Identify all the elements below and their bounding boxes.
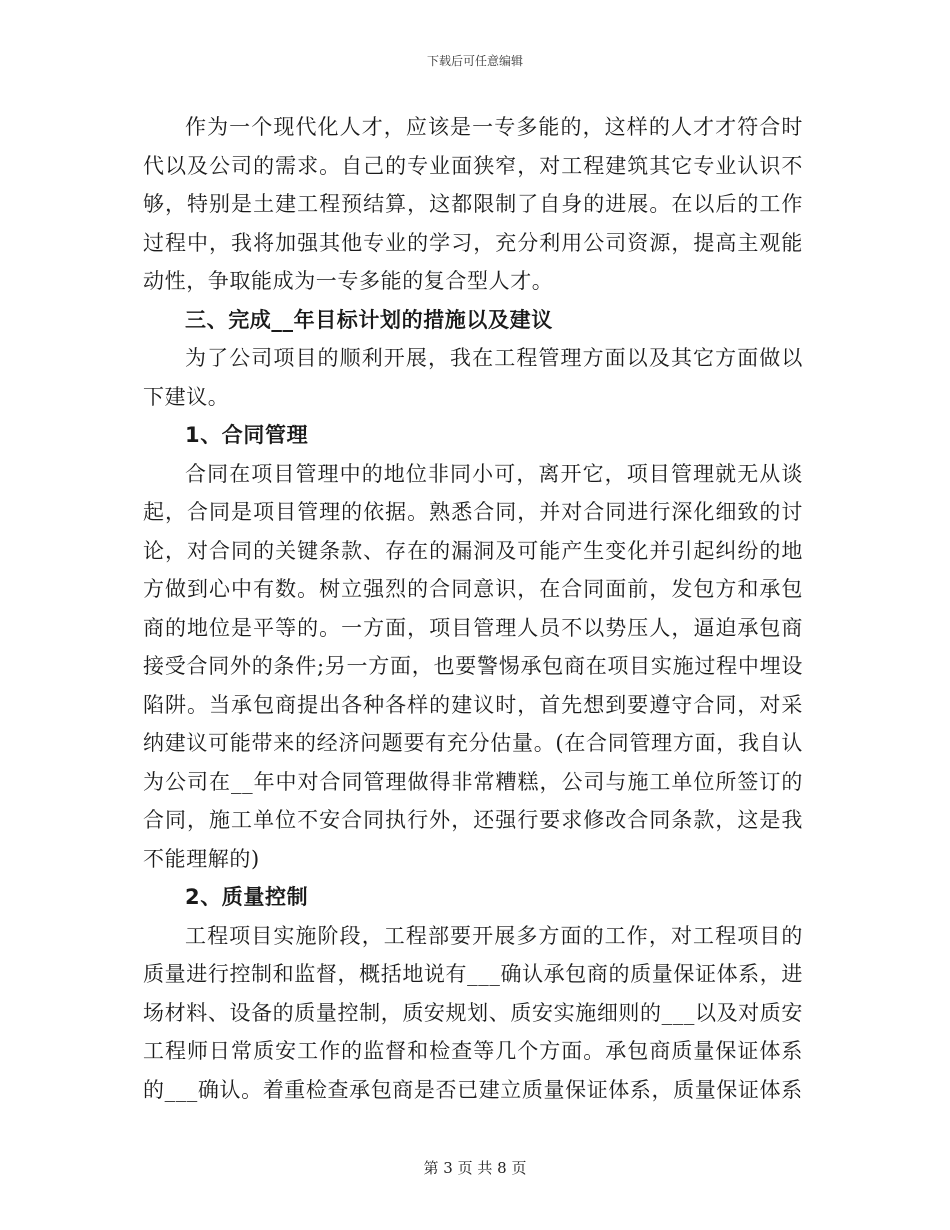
subheading-quality-control: 2、质量控制: [185, 885, 309, 909]
page-number: 第 3 页 共 8 页: [423, 1159, 527, 1177]
paragraph-talent: 作为一个现代化人才，应该是一专多能的，这样的人才才符合时代以及公司的需求。自己的专业面狭窄，对工程建筑其它专业认识不够，特别是土建工程预结算，这都限制了自身的进展。在以后的工作过程中，我将加强其他专业的学习，充分利用公司资源，提高主观能动性，争取能成为一专多能的复合型人才。: [143, 115, 803, 293]
paragraph-intro-suggestions: 为了公司项目的顺利开展，我在工程管理方面以及其它方面做以下建议。: [143, 346, 803, 409]
subheading-contract-management: 1、合同管理: [185, 423, 309, 447]
document-body: [143, 108, 803, 1109]
page-header: 下载后可任意编辑: [426, 54, 523, 68]
section-heading-measures: 三、完成__年目标计划的措施以及建议: [185, 307, 553, 332]
paragraph-contract-management: 合同在项目管理中的地位非同小可，离开它，项目管理就无从谈起，合同是项目管理的依据。熟悉合同，并对合同进行深化细致的讨论，对合同的关键条款、存在的漏洞及可能产生变化并引起纠纷的地方做到心中有数。树立强烈的合同意识，在合同面前，发包方和承包商的地位是平等的。一方面，项目管理人员不以势压人，逼迫承包商接受合同外的条件;另一方面，也要警惕承包商在项目实施过程中埋设陷阱。当承包商提出各种各样的建议时，首先想到要遵守合同，对采纳建议可能带来的经济问题要有充分估量。(在合同管理方面，我自认为公司在__年中对合同管理做得非常糟糕，公司与施工单位所签订的合同，施工单位不安合同执行外，还强行要求修改合同条款，这是我不能理解的): [143, 461, 803, 871]
paragraph-quality-control: 工程项目实施阶段，工程部要开展多方面的工作，对工程项目的质量进行控制和监督，概括地说有___确认承包商的质量保证体系，进场材料、设备的质量控制，质安规划、质安实施细则的___以及对质安工程师日常质安工作的监督和检查等几个方面。承包商质量保证体系的___确认。着重检查承包商是否已建立质量保证体系，质量保证体系: [143, 923, 803, 1102]
